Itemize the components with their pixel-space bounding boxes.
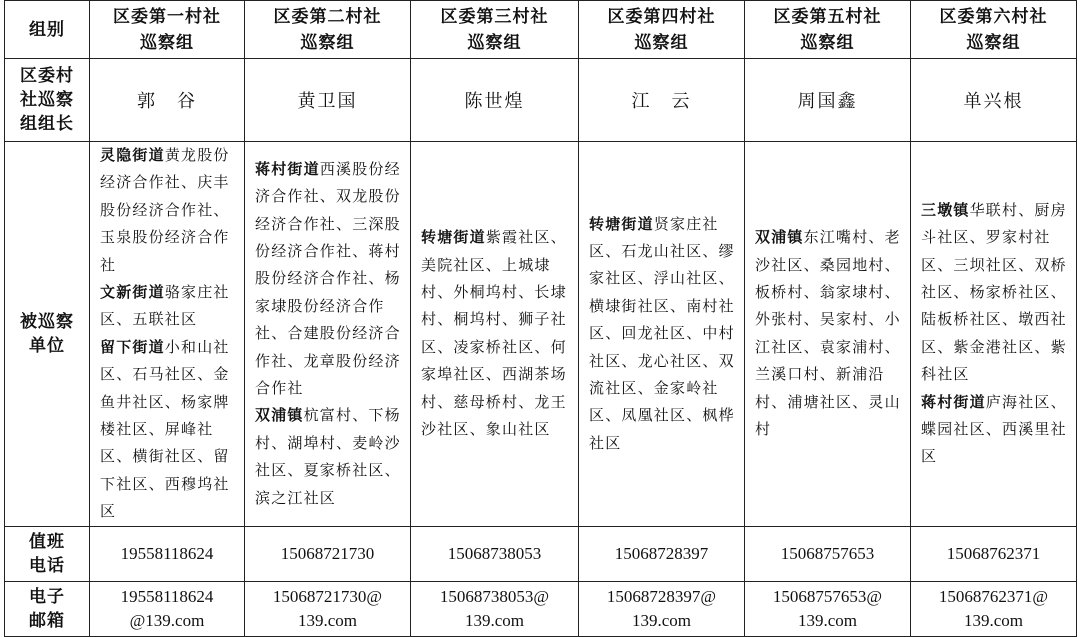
email-address: 19558118624 @139.com (90, 581, 245, 636)
unit-entry (421, 228, 567, 438)
units-label: 被巡察 单位 (5, 142, 90, 527)
group-subtitle: 巡察组 (467, 32, 522, 53)
unit-list: 庐海社区、蝶园社区、西溪里社区 (921, 392, 1067, 466)
leader-name: 黄卫国 (245, 59, 411, 142)
group-subtitle: 巡察组 (140, 32, 194, 53)
units-cell (245, 142, 411, 527)
leader-name: 周国鑫 (745, 59, 911, 142)
group-header (579, 1, 745, 59)
leaders-label: 区委村 社巡察 组组长 (5, 59, 90, 142)
street-name: 双浦镇 (255, 406, 304, 425)
leader-name: 单兴根 (911, 59, 1077, 142)
unit-entry (589, 215, 735, 452)
units-cell (911, 142, 1077, 527)
group-header (411, 1, 579, 59)
street-name: 三墩镇 (921, 200, 970, 219)
group-title: 区委第三村社 (440, 6, 549, 27)
header-label: 组别 (5, 1, 90, 59)
units-row (5, 142, 1077, 527)
leaders-row (5, 59, 1077, 142)
units-cell (90, 142, 245, 527)
unit-entry (100, 338, 230, 520)
group-subtitle: 巡察组 (634, 32, 689, 53)
duty-phone: 15068757653 (745, 526, 911, 581)
unit-list: 华联村、厨房斗社区、罗家村社区、三坝社区、双桥社区、杨家桥社区、陆板桥社区、墩西社区、紫金港社区、紫科社区 (921, 200, 1067, 384)
units-cell (745, 142, 911, 527)
group-title: 区委第六村社 (939, 6, 1048, 27)
street-name: 留下街道 (100, 337, 165, 356)
leader-name: 郭 谷 (90, 59, 245, 142)
group-subtitle: 巡察组 (966, 32, 1021, 53)
email-address: 15068728397@ 139.com (579, 581, 745, 636)
group-header (745, 1, 911, 59)
group-title: 区委第一村社 (113, 6, 221, 27)
street-name: 转塘街道 (421, 228, 486, 247)
group-header (245, 1, 411, 59)
duty-phone: 19558118624 (90, 526, 245, 581)
unit-entry (255, 160, 401, 397)
duty-phone: 15068728397 (579, 526, 745, 581)
unit-entry (100, 283, 230, 328)
email-address: 15068721730@ 139.com (245, 581, 411, 636)
duty-phone: 15068738053 (411, 526, 579, 581)
group-header (90, 1, 245, 59)
email-address: 15068738053@ 139.com (411, 581, 579, 636)
unit-list: 贤家庄社区、石龙山社区、缪家社区、浮山社区、横埭街社区、南村社区、回龙社区、中村社区、龙心社区、双流社区、金家岭社区、凤凰社区、枫桦社区 (589, 214, 735, 452)
unit-list: 骆家庄社区、五联社区 (100, 283, 230, 329)
unit-list: 东江嘴村、老沙社区、桑园地村、板桥村、翁家埭村、外张村、吴家村、小江社区、袁家浦村、兰溪口村、新浦沿村、浦塘社区、灵山村 (755, 228, 901, 439)
unit-entry (921, 393, 1067, 466)
group-title: 区委第四村社 (607, 6, 716, 27)
street-name: 蒋村街道 (921, 392, 986, 411)
duty-phone: 15068762371 (911, 526, 1077, 581)
unit-entry (255, 406, 401, 506)
street-name: 双浦镇 (755, 228, 804, 247)
unit-list: 紫霞社区、美院社区、上城埭村、外桐坞村、长埭村、桐坞村、狮子社区、凌家桥社区、何家埠社区、西湖茶场村、慈母桥村、龙王沙社区、象山社区 (421, 228, 567, 439)
street-name: 灵隐街道 (100, 146, 165, 164)
leader-name: 江 云 (579, 59, 745, 142)
street-name: 蒋村街道 (255, 159, 320, 178)
email-label: 电子 邮箱 (5, 581, 90, 636)
unit-entry (100, 146, 230, 274)
email-row (5, 581, 1077, 636)
header-row (5, 1, 1077, 59)
street-name: 文新街道 (100, 283, 165, 302)
email-address: 15068757653@ 139.com (745, 581, 911, 636)
phone-row (5, 526, 1077, 581)
unit-entry (921, 201, 1067, 383)
phone-label: 值班 电话 (5, 526, 90, 581)
group-title: 区委第二村社 (273, 6, 382, 27)
email-address: 15068762371@ 139.com (911, 581, 1077, 636)
unit-entry (755, 228, 901, 438)
unit-list: 西溪股份经济合作社、双龙股份经济合作社、三深股份经济合作社、蒋村股份经济合作社、杨家埭股份经济合作社、合建股份经济合作社、龙章股份经济合作社 (255, 159, 401, 397)
duty-phone: 15068721730 (245, 526, 411, 581)
unit-list: 杭富村、下杨村、湖埠村、麦岭沙社区、夏家桥社区、滨之江社区 (255, 406, 401, 507)
leader-name: 陈世煌 (411, 59, 579, 142)
group-title: 区委第五村社 (773, 6, 882, 27)
unit-list: 黄龙股份经济合作社、庆丰股份经济合作社、玉泉股份经济合作社 (100, 146, 230, 274)
group-header (911, 1, 1077, 59)
units-cell (579, 142, 745, 527)
inspection-table (4, 0, 1077, 637)
group-subtitle: 巡察组 (300, 32, 355, 53)
street-name: 转塘街道 (589, 214, 654, 233)
group-subtitle: 巡察组 (800, 32, 855, 53)
unit-list: 小和山社区、石马社区、金鱼井社区、杨家牌楼社区、屏峰社区、横街社区、留下社区、西穆坞社区 (100, 337, 230, 521)
units-cell (411, 142, 579, 527)
